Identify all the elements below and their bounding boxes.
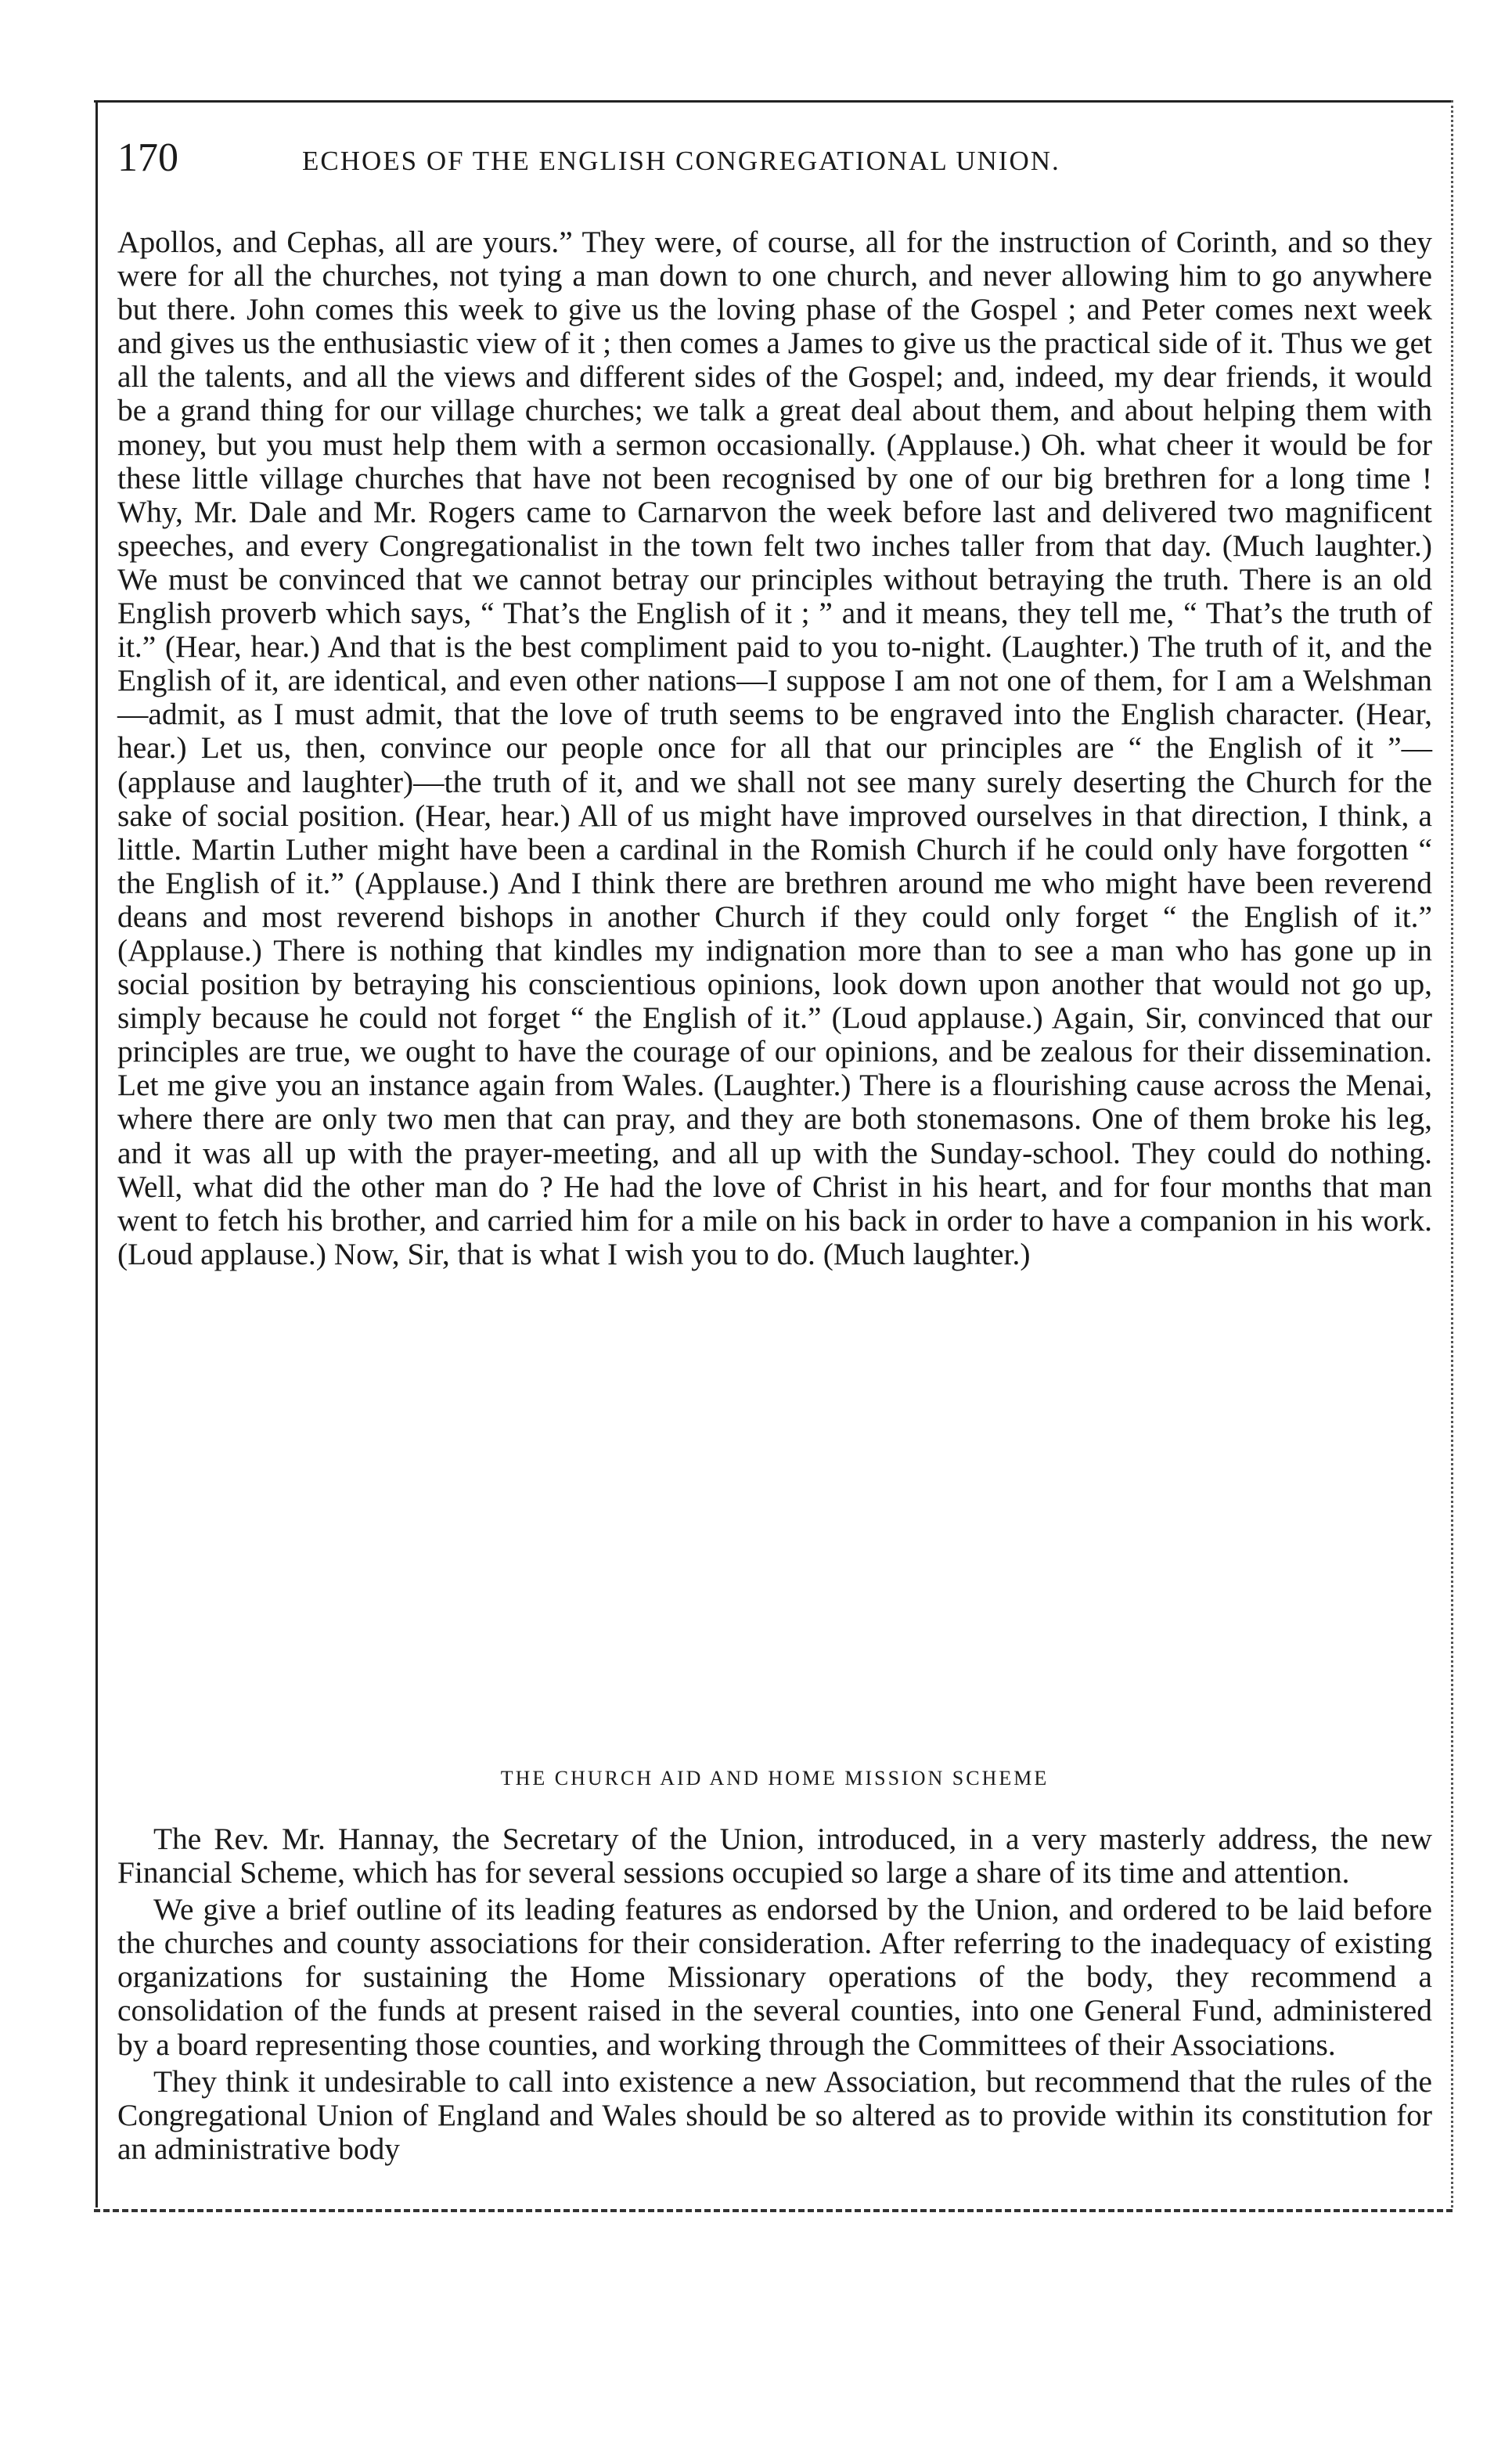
section-paragraph-1: The Rev. Mr. Hannay, the Secretary of the Union, introduced, in a very masterly address, the new Financial Scheme, which has for several sessions occupied so large a share of its time and attention.: [117, 1822, 1432, 1890]
top-border-rule: [94, 100, 1453, 103]
page-number: 170: [117, 135, 178, 180]
page-header: [117, 133, 1432, 188]
bottom-border-rule: [94, 2209, 1453, 2212]
section-paragraph-2: We give a brief outline of its leading features as endorsed by the Union, and ordered to be laid before the churches and county associations for their consideration. After referring to the inadequacy of existing organizations for sustaining the Home Missionary operations of the body, they recommend a consolidation of the funds at present raised in the several counties, into one General Fund, administered by a board representing those counties, and working through the Committees of their Associations.: [117, 1892, 1432, 2062]
right-border-rule: [1451, 100, 1455, 2208]
section-body: [117, 1822, 1432, 2166]
speech-text: [117, 225, 1432, 1271]
section-paragraph-3: They think it undesirable to call into existence a new Association, but recommend that the rules of the Congregational Union of England and Wales should be so altered as to provide within its constitution for an administrative body: [117, 2063, 1432, 2166]
left-border-rule: [95, 100, 98, 2208]
running-title: ECHOES OF THE ENGLISH CONGREGATIONAL UNION.: [302, 146, 1060, 176]
section-heading: THE CHURCH AID AND HOME MISSION SCHEME: [500, 1767, 1049, 1789]
speech-paragraph: Apollos, and Cephas, all are yours.” They were, of course, all for the instruction of Corinth, and so they were for all the churches, not tying a man down to one church, and never allowing him to go anywhere but there. John comes this week to give us the loving phase of the Gospel ; and Peter comes next week and gives us the enthusiastic view of it ; then comes a James to give us the practical side of it. Thus we get all the talents, and all the views and different sides of the Gospel; and, indeed, my dear friends, it would be a grand thing for our village churches; we talk a great deal about them, and about helping them with money, but you must help them with a sermon occasionally. (Applause.) Oh. what cheer it would be for these little village churches that have not been recognised by one of our big brethren for a long time ! Why, Mr. Dale and Mr. Rogers came to Carnarvon the week before last and delivered two magnificent speeches, and every Congregationalist in the town felt two inches taller from that day. (Much laughter.) We must be convinced that we cannot betray our principles without betraying the truth. There is an old English proverb which says, “ That’s the English of it ; ” and it means, they tell me, “ That’s the truth of it.” (Hear, hear.) And that is the best compliment paid to you to-night. (Laughter.) The truth of it, and the English of it, are identical, and even other nations—I suppose I am not one of them, for I am a Welshman—admit, as I must admit, that the love of truth seems to be engraved into the English character. (Hear, hear.) Let us, then, convince our people once for all that our principles are “ the English of it ”— (applause and laughter)—the truth of it, and we shall not see many surely deserting the Church for the sake of social position. (Hear, hear.) All of us might have improved ourselves in that direction, I think, a little. Martin Luther might have been a cardinal in the Romish Church if he could only have forgotten “ the English of it.” (Applause.) And I think there are brethren around me who might have been reverend deans and most reverend bishops in another Church if they could only forget “ the English of it.” (Applause.) There is nothing that kindles my indignation more than to see a man who has gone up in social position by betraying his conscientious opinions, look down upon another that would not go up, simply because he could not forget “ the English of it.” (Loud applause.) Again, Sir, convinced that our principles are true, we ought to have the courage of our opinions, and be zealous for their dissemination. Let me give you an instance again from Wales. (Laughter.) There is a flourishing cause across the Menai, where there are only two men that can pray, and they are both stonemasons. One of them broke his leg, and it was all up with the prayer-meeting, and all up with the Sunday-school. They could do nothing. Well, what did the other man do ? He had the love of Christ in his heart, and for four months that man went to fetch his brother, and carried him for a mile on his back in order to have a companion in his work. (Loud applause.) Now, Sir, that is what I wish you to do. (Much laughter.): [117, 225, 1432, 1271]
